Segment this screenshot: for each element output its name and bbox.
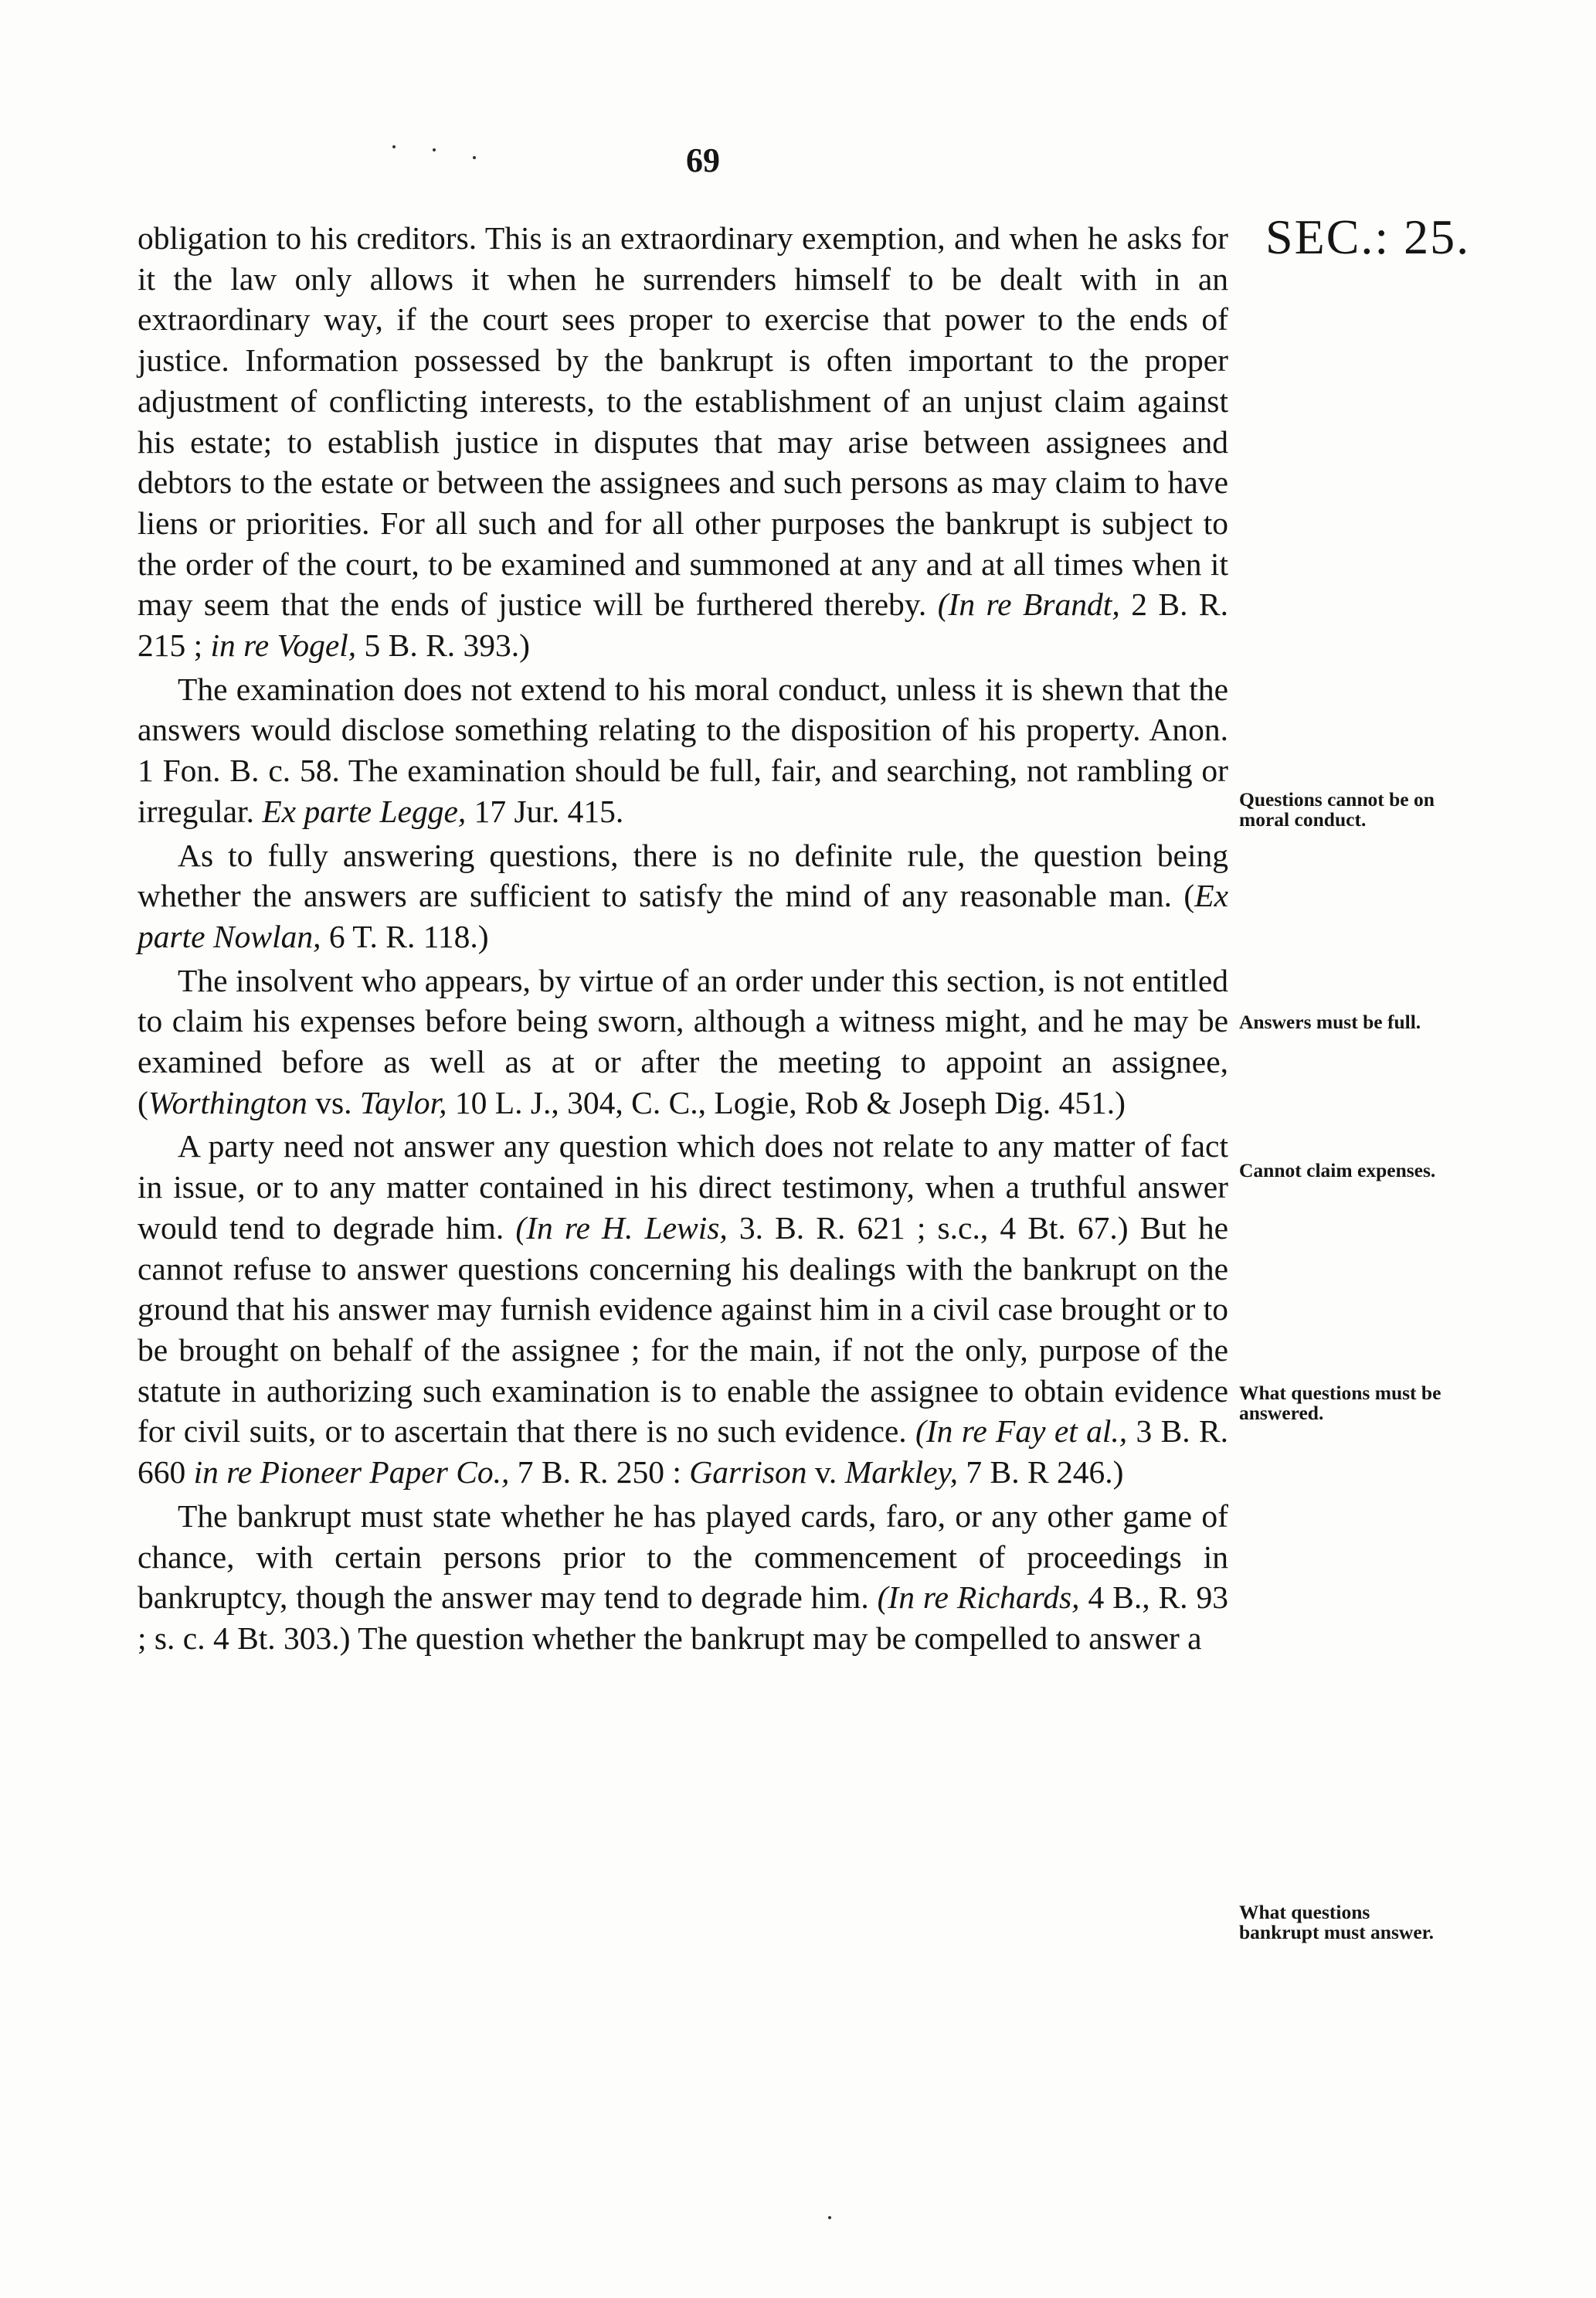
paragraph-text: 7 B. R 246.) (958, 1454, 1124, 1491)
case-citation: Garrison (689, 1454, 807, 1491)
body-paragraph (138, 1126, 1228, 1492)
paragraph-text: 6 T. R. 118.) (321, 918, 489, 954)
body-paragraph (138, 835, 1228, 957)
paragraph-text: 3. B. R. 621 ; s.c., 4 Bt. 67.) But he cannot refuse to answer questions concerning his dealings with the bankrupt on the ground that his answer may furnish evidence against him in a civil case brought or to be brought on behalf of the assignee ; for the main, if not the only, purpose of the statute in authorizing such examination is to enable the assignee to obtain evidence for civil suits, or to ascertain that there is no such evidence. (138, 1209, 1228, 1450)
paragraph-text: 3 B. R. 660 (138, 1413, 1228, 1491)
margin-note: What questions must be answered. (1239, 1382, 1441, 1424)
case-citation: in re Pioneer Paper Co., (193, 1454, 510, 1491)
print-speck (473, 156, 476, 159)
margin-note: Cannot claim expenses. (1239, 1159, 1436, 1181)
page-number: 69 (686, 141, 720, 179)
case-citation: Taylor, (359, 1084, 447, 1120)
paragraph-text: The insolvent who appears, by virtue of an order under this section, is not entitled to claim his expenses before being sworn, although a witness might, and he may be examined before as well as at or after the meeting to appoint an assignee, ( (138, 962, 1228, 1120)
margin-note: What questions bankrupt must answer. (1239, 1901, 1434, 1943)
paragraph-text: 7 B. R. 250 : (509, 1454, 690, 1491)
paragraph-text: 10 L. J., 304, C. C., Logie, Rob & Joseph Dig. 451.) (447, 1084, 1126, 1120)
paragraph-text: As to fully answering questions, there is no definite rule, the question being whether the answers are sufficient to satisfy the mind of any reasonable man. ( (138, 837, 1228, 914)
print-speck (433, 148, 436, 151)
paragraph-text: 2 B. R. 215 ; (138, 586, 1228, 664)
body-paragraph (138, 218, 1228, 666)
section-label: SEC.: 25. (1265, 209, 1471, 264)
case-citation: Markley, (844, 1454, 959, 1491)
margin-note: Answers must be full. (1239, 1011, 1421, 1033)
paragraph-text: The examination does not extend to his moral conduct, unless it is shewn that the answers would disclose something relating to the disposition of his property. Anon. 1 Fon. B. c. 58. The examination should be full, fair, and searching, not rambling or irregular. (138, 671, 1228, 829)
case-citation: Ex parte Legge, (262, 793, 467, 829)
print-speck (392, 145, 396, 148)
paragraph-text: 5 B. R. 393.) (356, 627, 530, 664)
case-citation: Worthington (148, 1084, 307, 1120)
case-citation: (In re Fay et al., (915, 1413, 1128, 1450)
case-citation: in re Vogel, (210, 627, 357, 664)
paragraph-text: A party need not answer any question which does not relate to any matter of fact in issue, or to any matter contained in his direct testimony, when a truthful answer would tend to degrade him. (138, 1128, 1228, 1246)
paragraph-text: vs. (307, 1084, 360, 1120)
paragraph-text: v. (806, 1454, 845, 1491)
body-text (138, 218, 1228, 1659)
case-citation: (In re Richards, (877, 1579, 1080, 1616)
paragraph-text: The bankrupt must state whether he has played cards, faro, or any other game of chance, with certain persons prior to the commencement of proceedings in bankruptcy, though the answer may tend to degrade him. (138, 1497, 1228, 1616)
body-paragraph (138, 960, 1228, 1124)
paragraph-text: obligation to his creditors. This is an extraordinary exemption, and when he asks for it the law only allows it when he surrenders himself to be dealt with in an extraordinary way, if the court sees proper to exercise that power to the ends of justice. Information possessed by the bankrupt is often important to the proper adjustment of conflicting interests, to the establishment of an unjust claim against his estate; to establish justice in disputes that may arise between assignees and debtors to the estate or between the assignees and such persons as may claim to have liens or priorities. For all such and for all other purposes the bankrupt is subject to the order of the court, to be examined and summoned at any and at all times when it may seem that the ends of justice will be furthered thereby. (138, 220, 1228, 623)
case-citation: Ex parte Nowlan, (138, 878, 1228, 954)
paragraph-text: 4 B., R. 93 ; s. c. 4 Bt. 303.) The question whether the bankrupt may be compelled to answer a (138, 1579, 1228, 1656)
print-speck (828, 2216, 831, 2219)
case-citation: (In re Brandt, (937, 586, 1120, 623)
body-paragraph (138, 1496, 1228, 1659)
case-citation: (In re H. Lewis, (515, 1209, 728, 1246)
paragraph-text: 17 Jur. 415. (466, 793, 624, 829)
margin-note: Questions cannot be on moral conduct. (1239, 788, 1435, 831)
body-paragraph (138, 669, 1228, 832)
